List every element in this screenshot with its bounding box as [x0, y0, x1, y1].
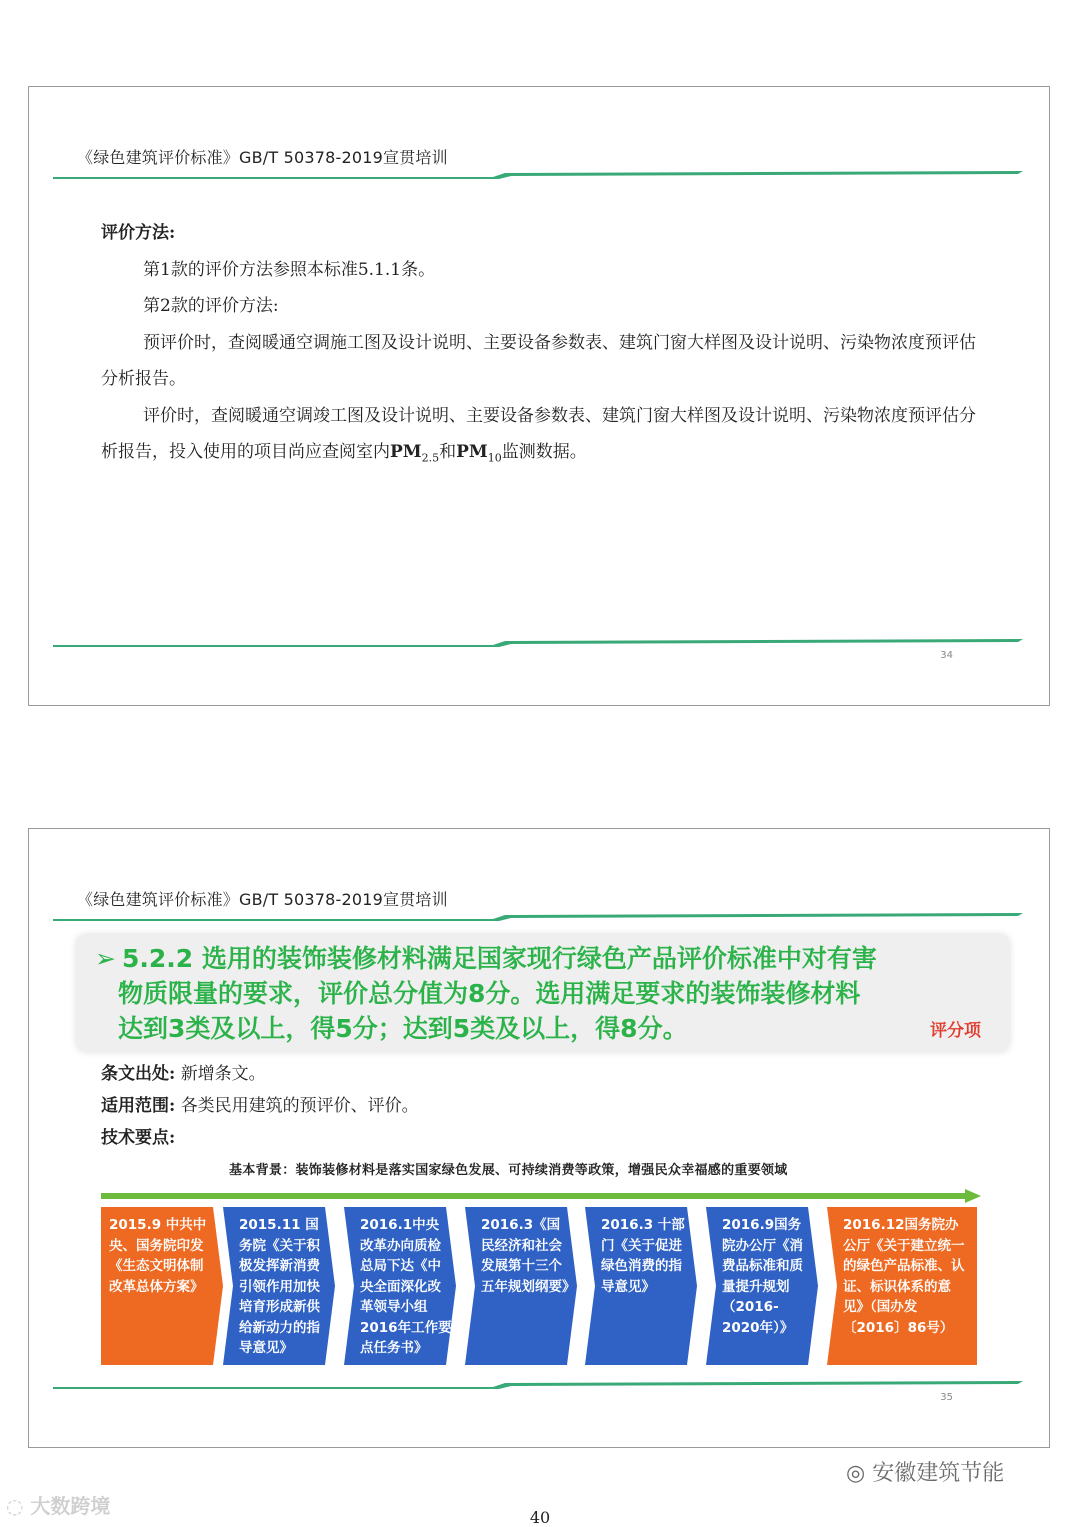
source-row: 条文出处: 新增条文。 [101, 1064, 266, 1084]
page-number: 35 [940, 1392, 953, 1403]
timeline-item-text: 2016.12国务院办公厅《关于建立统一的绿色产品标准、认证、标识体系的意见》（国办发〔2016〕86号） [843, 1217, 965, 1336]
timeline-item-text: 2016.1中央改革办向质检总局下达《中央全面深化改革领导小组2016年工作要点任务书》 [360, 1217, 452, 1356]
slide-body [101, 215, 981, 477]
watermark-right: ◎ 安徽建筑节能 [846, 1461, 1005, 1486]
timeline-item [344, 1207, 476, 1365]
timeline-item-text: 2016.3《国民经济和社会发展第十三个五年规划纲要》 [481, 1217, 576, 1295]
brand-icon: ◌ [6, 1494, 24, 1518]
slide-34 [28, 86, 1050, 706]
timeline-item [706, 1207, 838, 1365]
timeline-item [585, 1207, 717, 1365]
header-divider [53, 913, 1023, 921]
scope-row: 适用范围: 各类民用建筑的预评价、评价。 [101, 1096, 419, 1116]
clause-title-box [77, 935, 1009, 1051]
arrow-bullet-icon: ➢ [95, 944, 116, 973]
tech-row: 技术要点: [101, 1128, 176, 1148]
timeline-item [465, 1207, 597, 1365]
document-page-number: 40 [529, 1508, 551, 1527]
para-2: 第2款的评价方法: [143, 296, 279, 316]
wechat-icon: ◎ [846, 1461, 866, 1486]
para-4: 评价时，查阅暖通空调竣工图及设计说明、主要设备参数表、建筑门窗大样图及设计说明、污染物浓度预评估分析报告，投入使用的项目尚应查阅室内$PM_{2.5}$和$PM_{10}$监测数据。 [101, 405, 976, 465]
header-divider [53, 171, 1023, 179]
slide-35 [28, 828, 1050, 1448]
timeline-item [827, 1207, 977, 1365]
timeline-arrow [101, 1189, 981, 1203]
para-1: 第1款的评价方法参照本标准5.1.1条。 [143, 259, 436, 280]
timeline-item-text: 2016.9国务院办公厅《消费品标准和质量提升规划（2016-2020年）》 [722, 1217, 803, 1336]
watermark-left: ◌ 大数跨境 [6, 1494, 111, 1518]
timeline-item [101, 1207, 233, 1365]
background-text: 基本背景：装饰装修材料是落实国家绿色发展、可持续消费等政策，增强民众幸福感的重要领域 [229, 1163, 788, 1178]
timeline-item-text: 2015.11 国务院《关于积极发挥新消费引领作用加快培育形成新供给新动力的指导意见》 [239, 1217, 320, 1356]
clause-title: ➢ 5.2.2 选用的装饰装修材料满足国家现行绿色产品评价标准中对有害 物质限量的要求，评价总分值为8分。选用满足要求的装饰装修材料 达到3类及以上，得5分；达到5类及以上，得8分。 [95, 944, 877, 1043]
timeline-item-text: 2015.9 中共中央、国务院印发《生态文明体制改革总体方案》 [109, 1217, 207, 1295]
score-item-tag: 评分项 [930, 1021, 981, 1041]
footer-divider [53, 1381, 1023, 1389]
footer-divider [53, 639, 1023, 647]
timeline-item-text: 2016.3 十部门《关于促进绿色消费的指导意见》 [601, 1217, 685, 1295]
timeline-item [223, 1207, 355, 1365]
method-label: 评价方法: [101, 223, 176, 243]
page-number: 34 [940, 650, 953, 661]
slide-header: 《绿色建筑评价标准》GB/T 50378-2019宣贯培训 [77, 148, 448, 167]
slide-header: 《绿色建筑评价标准》GB/T 50378-2019宣贯培训 [77, 890, 448, 909]
para-3: 预评价时，查阅暖通空调施工图及设计说明、主要设备参数表、建筑门窗大样图及设计说明、污染物浓度预评估分析报告。 [101, 332, 976, 389]
